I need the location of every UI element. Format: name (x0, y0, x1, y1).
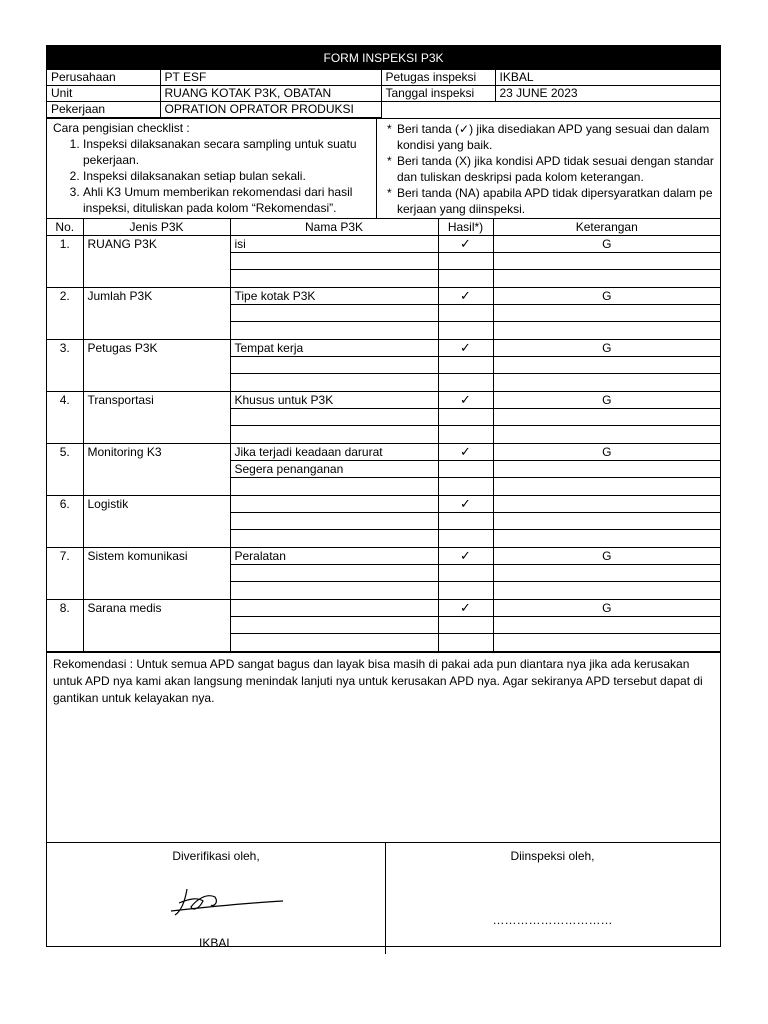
row-number: 1. (47, 236, 83, 288)
nama-cell (230, 582, 438, 600)
nama-cell (230, 426, 438, 444)
header-nama: Nama P3K (230, 219, 438, 236)
nama-cell (230, 305, 438, 322)
nama-cell: Khusus untuk P3K (230, 392, 438, 409)
nama-cell (230, 617, 438, 634)
keterangan-cell (493, 617, 720, 634)
keterangan-cell (493, 322, 720, 340)
nama-cell (230, 478, 438, 496)
jenis-cell: Jumlah P3K (83, 288, 230, 340)
table-row (47, 444, 720, 461)
nama-cell (230, 322, 438, 340)
hasil-cell: ✓ (438, 288, 493, 305)
table-row (47, 496, 720, 513)
nama-cell (230, 409, 438, 426)
nama-cell (230, 530, 438, 548)
date-label: Tanggal inspeksi (381, 86, 495, 102)
form-title: FORM INSPEKSI P3K (47, 46, 720, 70)
keterangan-cell: G (493, 600, 720, 617)
inspector-signature-line: ………………………… (492, 913, 613, 927)
hasil-cell (438, 253, 493, 270)
hasil-cell (438, 582, 493, 600)
keterangan-cell (493, 634, 720, 652)
keterangan-cell (493, 374, 720, 392)
jenis-cell: Sarana medis (83, 600, 230, 652)
keterangan-cell (493, 530, 720, 548)
job-value: OPRATION OPRATOR PRODUKSI (160, 102, 381, 118)
company-value: PT ESF (160, 70, 381, 86)
signature-image (167, 881, 287, 921)
hasil-cell (438, 513, 493, 530)
jenis-cell: Transportasi (83, 392, 230, 444)
instructions-notes (385, 119, 717, 218)
instruction-step: 1. Inspeksi dilaksanakan secara sampling untuk suatu pekerjaan. (83, 136, 376, 168)
instruction-step: 2. Inspeksi dilaksanakan setiap bulan sekali. (83, 168, 376, 184)
date-value: 23 JUNE 2023 (495, 86, 720, 102)
nama-cell (230, 600, 438, 617)
hasil-cell: ✓ (438, 496, 493, 513)
table-row (47, 392, 720, 409)
nama-cell (230, 565, 438, 582)
jenis-cell: Sistem komunikasi (83, 548, 230, 600)
keterangan-cell: G (493, 392, 720, 409)
hasil-cell (438, 461, 493, 478)
info-table (47, 70, 720, 118)
nama-cell: isi (230, 236, 438, 253)
nama-cell (230, 513, 438, 530)
hasil-cell (438, 357, 493, 374)
jenis-cell: Logistik (83, 496, 230, 548)
row-number: 3. (47, 340, 83, 392)
header-no: No. (47, 219, 83, 236)
nama-cell (230, 270, 438, 288)
hasil-cell (438, 305, 493, 322)
header-keterangan: Keterangan (493, 219, 720, 236)
signature-section (47, 842, 720, 955)
table-row (47, 600, 720, 617)
instructions-steps (47, 119, 377, 218)
keterangan-cell: G (493, 288, 720, 305)
hasil-cell (438, 617, 493, 634)
nama-cell (230, 496, 438, 513)
hasil-cell (438, 565, 493, 582)
empty-cell (381, 102, 495, 118)
hasil-cell: ✓ (438, 444, 493, 461)
row-number: 7. (47, 548, 83, 600)
keterangan-cell: G (493, 236, 720, 253)
instruction-step: 3. Ahli K3 Umum memberikan rekomendasi dari hasil inspeksi, dituliskan pada kolom “Rekomendasi”. (83, 184, 376, 216)
recommendation-box (47, 652, 720, 842)
verified-name: IKBAL (198, 936, 234, 950)
inspection-form (46, 45, 721, 950)
table-row (47, 548, 720, 565)
row-number: 2. (47, 288, 83, 340)
keterangan-cell (493, 513, 720, 530)
hasil-cell (438, 530, 493, 548)
inspector-value: IKBAL (495, 70, 720, 86)
header-jenis: Jenis P3K (83, 219, 230, 236)
hasil-cell (438, 426, 493, 444)
instruction-note: * Beri tanda (X) jika kondisi APD tidak sesuai dengan standar dan tuliskan deskripsi pada kolom keterangan. (387, 153, 717, 185)
jenis-cell: Monitoring K3 (83, 444, 230, 496)
jenis-cell: Petugas P3K (83, 340, 230, 392)
nama-cell: Peralatan (230, 548, 438, 565)
keterangan-cell (493, 461, 720, 478)
unit-value: RUANG KOTAK P3K, OBATAN (160, 86, 381, 102)
nama-cell (230, 374, 438, 392)
keterangan-cell (493, 357, 720, 374)
unit-label: Unit (47, 86, 160, 102)
table-row (47, 236, 720, 253)
nama-cell: Tipe kotak P3K (230, 288, 438, 305)
keterangan-cell (493, 582, 720, 600)
table-row (47, 288, 720, 305)
keterangan-cell (493, 270, 720, 288)
hasil-cell (438, 634, 493, 652)
keterangan-cell (493, 478, 720, 496)
recommendation-text: Rekomendasi : Untuk semua APD sangat bagus dan layak bisa masih di pakai ada pun diantara nya jika ada kerusakan untuk APD nya kami akan langsung menindak lanjuti nya untuk kerusakan APD nya. Agar sekiranya APD tersebut dapat di gantikan untuk kelayakan nya. (53, 657, 703, 705)
instruction-note: * Beri tanda (✓) jika disediakan APD yang sesuai dan dalam kondisi yang baik. (387, 121, 717, 153)
jenis-cell: RUANG P3K (83, 236, 230, 288)
header-hasil: Hasil*) (438, 219, 493, 236)
inspector-label: Petugas inspeksi (381, 70, 495, 86)
keterangan-cell (493, 253, 720, 270)
hasil-cell (438, 374, 493, 392)
nama-cell (230, 634, 438, 652)
job-label: Pekerjaan (47, 102, 160, 118)
row-number: 4. (47, 392, 83, 444)
company-label: Perusahaan (47, 70, 160, 86)
hasil-cell: ✓ (438, 548, 493, 565)
hasil-cell: ✓ (438, 236, 493, 253)
keterangan-cell: G (493, 340, 720, 357)
inspected-label: Diinspeksi oleh, (510, 849, 595, 863)
instructions-section (47, 118, 720, 218)
nama-cell (230, 253, 438, 270)
keterangan-cell (493, 496, 720, 513)
inspected-block (385, 843, 720, 954)
hasil-cell: ✓ (438, 600, 493, 617)
keterangan-cell (493, 409, 720, 426)
keterangan-cell (493, 305, 720, 322)
row-number: 6. (47, 496, 83, 548)
verified-block (47, 843, 386, 954)
keterangan-cell: G (493, 444, 720, 461)
hasil-cell (438, 409, 493, 426)
checklist-table (47, 218, 720, 652)
hasil-cell: ✓ (438, 340, 493, 357)
hasil-cell (438, 270, 493, 288)
nama-cell (230, 357, 438, 374)
hasil-cell (438, 478, 493, 496)
keterangan-cell (493, 426, 720, 444)
hasil-cell (438, 322, 493, 340)
keterangan-cell (493, 565, 720, 582)
nama-cell: Segera penanganan (230, 461, 438, 478)
nama-cell: Jika terjadi keadaan darurat (230, 444, 438, 461)
instructions-heading: Cara pengisian checklist : (53, 121, 190, 135)
verified-label: Diverifikasi oleh, (172, 849, 260, 863)
row-number: 8. (47, 600, 83, 652)
table-row (47, 340, 720, 357)
row-number: 5. (47, 444, 83, 496)
empty-cell (495, 102, 720, 118)
keterangan-cell: G (493, 548, 720, 565)
instruction-note: * Beri tanda (NA) apabila APD tidak dipersyaratkan dalam pekerjaan yang diinspeksi. (387, 185, 717, 217)
hasil-cell: ✓ (438, 392, 493, 409)
nama-cell: Tempat kerja (230, 340, 438, 357)
